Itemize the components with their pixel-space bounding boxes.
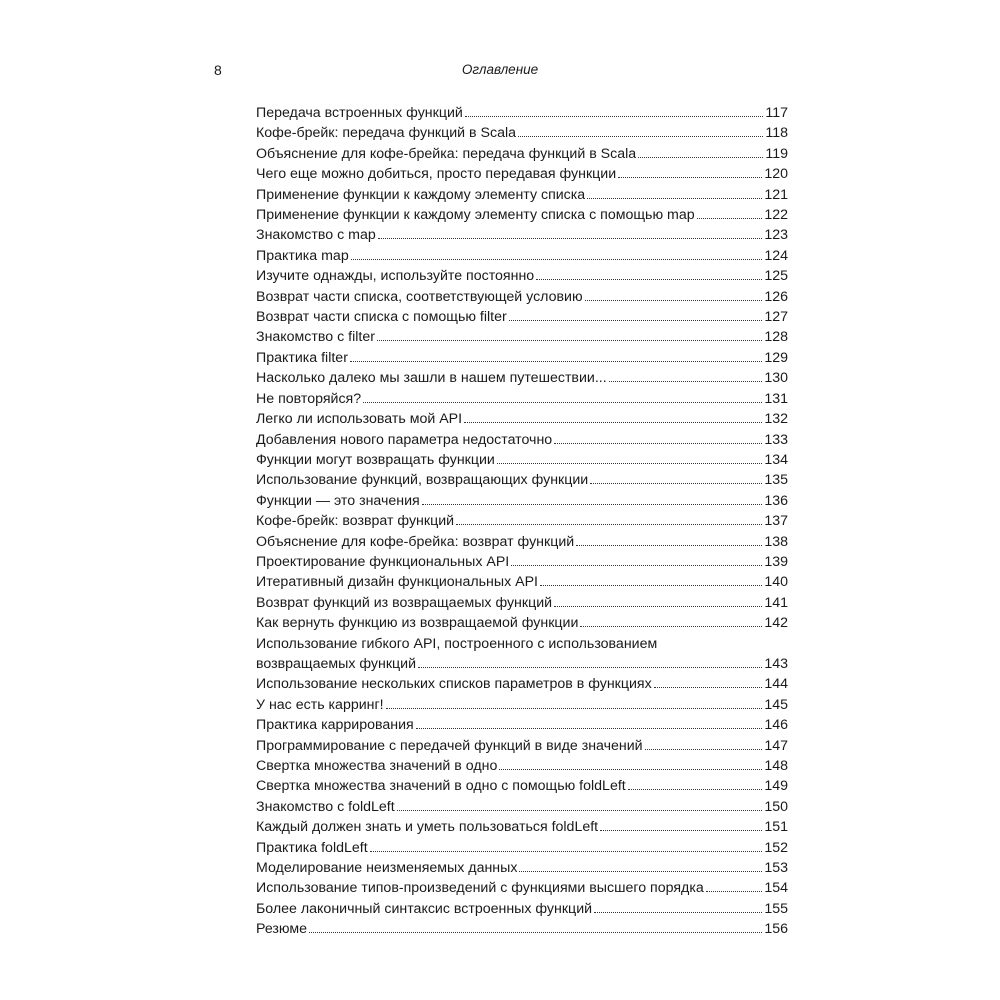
dot-leader [418, 666, 762, 668]
toc-entry-page: 130 [764, 370, 788, 387]
dot-leader [456, 523, 762, 525]
toc-entry [256, 409, 788, 429]
toc-entry-title: Возврат части списка, соответствующей условию [256, 288, 583, 305]
toc-entry-page: 141 [764, 594, 788, 611]
toc-entry [256, 878, 788, 898]
toc-entry-page: 139 [764, 553, 788, 570]
toc-entry-page: 154 [764, 880, 788, 897]
toc-entry [256, 164, 788, 184]
toc-entry-page: 122 [764, 207, 788, 224]
dot-leader [386, 707, 763, 709]
dot-leader [519, 870, 762, 872]
dot-leader [350, 360, 762, 362]
dot-leader [497, 462, 762, 464]
toc-entry [256, 532, 788, 552]
dot-leader [465, 115, 764, 117]
page-header [210, 62, 790, 82]
toc-entry [256, 695, 788, 715]
toc-entry [256, 756, 788, 776]
toc-entry-page: 117 [765, 105, 788, 121]
dot-leader [309, 931, 762, 933]
toc-entry-page: 151 [764, 819, 788, 836]
toc-entry [256, 103, 788, 123]
toc-entry-page: 134 [764, 451, 788, 468]
toc-entry-page: 126 [764, 288, 788, 305]
toc-entry [256, 368, 788, 388]
dot-leader [580, 625, 762, 627]
toc-entry-title: Знакомство с foldLeft [256, 798, 395, 815]
page-number: 8 [214, 62, 222, 78]
dot-leader [594, 911, 762, 913]
dot-leader [536, 278, 762, 280]
toc-entry-title: Применение функции к каждому элементу списка с помощью map [256, 207, 695, 224]
toc-entry-page: 150 [764, 798, 788, 815]
toc-entry [256, 266, 788, 286]
toc-entry [256, 389, 788, 409]
toc-entry-page: 135 [764, 472, 788, 489]
toc-entry-title: Объяснение для кофе-брейка: передача функций в Scala [256, 145, 637, 162]
toc-entry [256, 817, 788, 837]
dot-leader [585, 299, 763, 301]
toc-entry-page: 121 [764, 186, 788, 203]
toc-entry-page: 136 [764, 492, 788, 509]
toc-entry-title: Практика map [256, 247, 349, 264]
toc-entry-title: Итеративный дизайн функциональных API [256, 574, 538, 591]
toc-entry-page: 153 [764, 860, 788, 877]
toc-entry [256, 348, 788, 368]
dot-leader [363, 401, 762, 403]
dot-leader [554, 442, 762, 444]
running-title: Оглавление [461, 62, 539, 77]
dot-leader [511, 564, 762, 566]
toc-entry [256, 287, 788, 307]
toc-entry-title: Кофе-брейк: возврат функций [256, 513, 455, 530]
dot-leader [609, 380, 763, 382]
toc-entry-title: Функции — это значения [256, 492, 420, 509]
toc-entry-title: Свертка множества значений в одно с помощью foldLeft [256, 778, 626, 795]
toc-entry-title: Практика каррирования [256, 717, 414, 734]
toc-entry [256, 634, 788, 675]
toc-entry-page: 148 [764, 758, 788, 774]
toc-entry-page: 137 [764, 513, 788, 530]
toc-entry [256, 246, 788, 266]
toc-entry [256, 225, 788, 245]
toc-entry [256, 919, 788, 939]
dot-leader [422, 503, 763, 505]
toc-entry-page: 138 [764, 533, 788, 550]
toc-entry [256, 552, 788, 572]
toc-entry-title: Свертка множества значений в одно [256, 758, 498, 774]
toc-entry-title: У нас есть карринг! [256, 696, 384, 713]
toc-entry-page: 132 [764, 411, 788, 428]
dot-leader [397, 809, 763, 811]
toc-entry-page: 142 [764, 615, 788, 632]
toc-entry-title: возвращаемых функций [256, 655, 416, 672]
toc-entry [256, 899, 788, 919]
toc-entry-title: Чего еще можно добиться, просто передавая функции [256, 166, 617, 183]
toc-entry-title: Программирование с передачей функций в виде значений [256, 737, 643, 754]
toc-entry-title: Кофе-брейк: передача функций в Scala [256, 125, 517, 142]
dot-leader [706, 890, 763, 892]
toc-entry-title: Изучите однажды, используйте постоянно [256, 268, 535, 285]
toc-entry-page: 143 [764, 655, 788, 672]
toc-entry-title: Каждый должен знать и уметь пользоваться foldLeft [256, 819, 599, 836]
toc-entry-title: Передача встроенных функций [256, 105, 463, 121]
toc-entry-title: Использование нескольких списков параметров в функциях [256, 676, 652, 693]
toc-entry [256, 470, 788, 490]
toc-entry-title: Добавления нового параметра недостаточно [256, 431, 553, 448]
toc-entry-page: 127 [764, 309, 788, 326]
dot-leader [518, 135, 763, 137]
dot-leader [628, 788, 763, 790]
toc-entry-title: Резюме [256, 921, 308, 938]
toc-entry-title: Функции могут возвращать функции [256, 451, 495, 468]
toc-entry-title: Практика foldLeft [256, 839, 368, 856]
toc-entry [256, 613, 788, 633]
toc-entry [256, 593, 788, 613]
dot-leader [540, 584, 762, 586]
toc-entry-title: Как вернуть функцию из возвращаемой функции [256, 615, 579, 632]
toc-entry-page: 146 [764, 717, 788, 734]
dot-leader [378, 237, 763, 239]
toc-entry-page: 119 [765, 145, 788, 162]
toc-entry-title: Объяснение для кофе-брейка: возврат функций [256, 533, 575, 550]
toc-entry-title: Проектирование функциональных API [256, 553, 510, 570]
dot-leader [499, 768, 762, 770]
toc-entry-page: 144 [764, 676, 788, 693]
table-of-contents [256, 103, 788, 940]
dot-leader [554, 605, 762, 607]
toc-entry-page: 128 [764, 329, 788, 346]
toc-entry-title: Насколько далеко мы зашли в нашем путешествии... [256, 370, 607, 387]
toc-entry-page: 123 [764, 227, 788, 244]
dot-leader [645, 748, 763, 750]
toc-entry [256, 205, 788, 225]
toc-entry-page: 152 [764, 839, 788, 856]
toc-entry-page: 133 [764, 431, 788, 448]
toc-entry [256, 450, 788, 470]
toc-entry [256, 838, 788, 858]
toc-entry-title: Практика filter [256, 349, 348, 366]
dot-leader [377, 339, 762, 341]
toc-entry [256, 327, 788, 347]
toc-entry-title: Не повторяйся? [256, 390, 362, 407]
toc-entry [256, 736, 788, 756]
dot-leader [600, 829, 762, 831]
toc-entry [256, 185, 788, 205]
toc-entry [256, 776, 788, 796]
toc-entry-page: 131 [764, 390, 788, 407]
toc-entry-title: Применение функции к каждому элементу списка [256, 186, 586, 203]
toc-entry [256, 797, 788, 817]
toc-entry-page: 129 [764, 349, 788, 366]
toc-entry-page: 124 [764, 247, 788, 264]
toc-entry-page: 155 [764, 900, 788, 917]
toc-entry [256, 858, 788, 878]
toc-entry-page: 149 [764, 778, 788, 795]
toc-entry-title: Более лаконичный синтаксис встроенных функций [256, 900, 593, 917]
toc-entry [256, 572, 788, 592]
toc-entry [256, 674, 788, 694]
dot-leader [351, 258, 763, 260]
toc-entry-page: 147 [764, 737, 788, 754]
toc-entry [256, 715, 788, 735]
dot-leader [638, 156, 763, 158]
toc-entry-title-line1: Использование гибкого API, построенного с использованием [256, 635, 658, 652]
dot-leader [509, 319, 763, 321]
dot-leader [464, 421, 762, 423]
toc-entry [256, 430, 788, 450]
dot-leader [618, 176, 762, 178]
toc-entry-page: 156 [764, 921, 788, 938]
toc-entry-title: Использование типов-произведений с функциями высшего порядка [256, 880, 704, 897]
toc-entry-title: Знакомство с filter [256, 329, 375, 346]
toc-entry-title: Возврат части списка с помощью filter [256, 309, 507, 326]
dot-leader [370, 850, 763, 852]
toc-entry-page: 120 [764, 166, 788, 183]
toc-entry-title: Возврат функций из возвращаемых функций [256, 594, 553, 611]
toc-entry-title: Использование функций, возвращающих функции [256, 472, 589, 489]
dot-leader [590, 482, 762, 484]
dot-leader [576, 544, 762, 546]
toc-entry-title: Моделирование неизменяемых данных [256, 860, 518, 877]
toc-entry-title: Знакомство с map [256, 227, 376, 244]
toc-entry [256, 491, 788, 511]
toc-entry [256, 144, 788, 164]
toc-entry [256, 123, 788, 143]
toc-entry-page: 118 [765, 125, 788, 142]
toc-entry-title: Легко ли использовать мой API [256, 411, 463, 428]
dot-leader [587, 197, 762, 199]
toc-entry-page: 125 [764, 268, 788, 285]
dot-leader [654, 686, 763, 688]
toc-entry [256, 307, 788, 327]
toc-entry-page: 145 [764, 696, 788, 713]
dot-leader [416, 727, 763, 729]
dot-leader [697, 217, 763, 219]
toc-entry [256, 511, 788, 531]
toc-entry-page: 140 [764, 574, 788, 591]
